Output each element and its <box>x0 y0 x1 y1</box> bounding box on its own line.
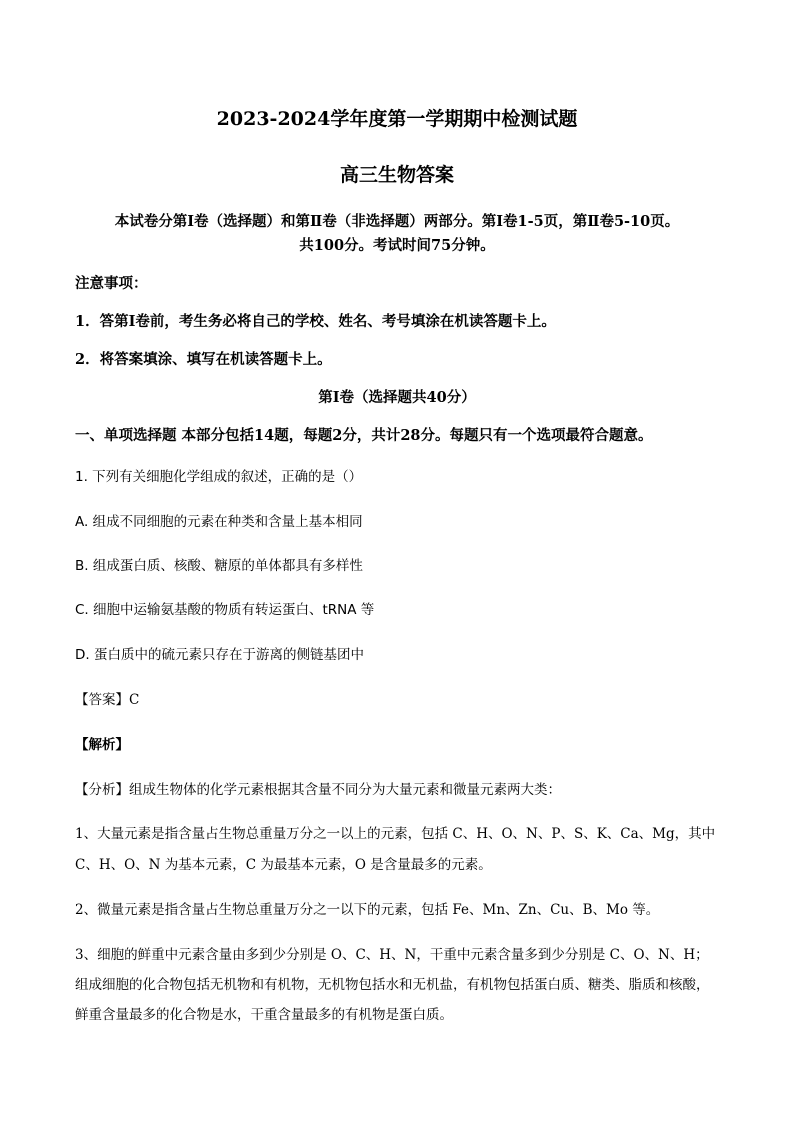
exam-subtitle: 高三生物答案 <box>339 164 454 186</box>
analysis-p2-line1: 2、微量元素是指含量占生物总重量万分之一以下的元素，包括 Fe、Mn、Zn、Cu、B、Mo 等。 <box>75 902 660 918</box>
analysis-p3-line1: 3、细胞的鲜重中元素含量由多到少分别是 O、C、H、N，干重中元素含量多到少分别是 C、O、N、H； <box>75 947 709 963</box>
section-instruction: 一、单项选择题 本部分包括14题，每题2分，共计28分。每题只有一个选项最符合题意。 <box>75 427 653 444</box>
notes-heading: 注意事项： <box>75 275 148 292</box>
option-b: B. 组成蛋白质、核酸、糖原的单体都具有多样性 <box>75 558 363 574</box>
intro-line-2: 共100分。考试时间75分钟。 <box>299 237 495 254</box>
option-d: D. 蛋白质中的硫元素只存在于游离的侧链基团中 <box>75 647 364 663</box>
intro-line-1: 本试卷分第Ⅰ卷（选择题）和第Ⅱ卷（非选择题）两部分。第Ⅰ卷1-5页，第Ⅱ卷5-10页。 <box>114 213 680 230</box>
section-title: 第Ⅰ卷（选择题共40分） <box>318 389 476 406</box>
analysis-p3-line3: 鲜重含量最多的化合物是水，干重含量最多的有机物是蛋白质。 <box>75 1007 453 1023</box>
question-stem: 1. 下列有关细胞化学组成的叙述，正确的是（） <box>75 469 363 485</box>
notes-item-2: 2．将答案填涂、填写在机读答题卡上。 <box>75 351 332 368</box>
answer-line: 【答案】C <box>75 692 140 708</box>
option-c: C. 细胞中运输氨基酸的物质有转运蛋白、tRNA 等 <box>75 602 375 618</box>
analysis-heading: 【解析】 <box>75 737 129 753</box>
analysis-p1-line1: 1、大量元素是指含量占生物总重量万分之一以上的元素，包括 C、H、O、N、P、S、K、Ca、Mg，其中 <box>75 826 716 842</box>
analysis-p3-line2: 组成细胞的化合物包括无机物和有机物，无机物包括水和无机盐，有机物包括蛋白质、糖类、脂质和核酸， <box>75 977 710 993</box>
notes-item-1: 1．答第Ⅰ卷前，考生务必将自己的学校、姓名、考号填涂在机读答题卡上。 <box>75 313 556 330</box>
analysis-intro: 【分析】组成生物体的化学元素根据其含量不同分为大量元素和微量元素两大类： <box>75 782 561 798</box>
option-a: A. 组成不同细胞的元素在种类和含量上基本相同 <box>75 514 363 530</box>
analysis-p1-line2: C、H、O、N 为基本元素，C 为最基本元素，O 是含量最多的元素。 <box>75 857 492 873</box>
exam-title: 2023-2024学年度第一学期期中检测试题 <box>216 108 578 130</box>
